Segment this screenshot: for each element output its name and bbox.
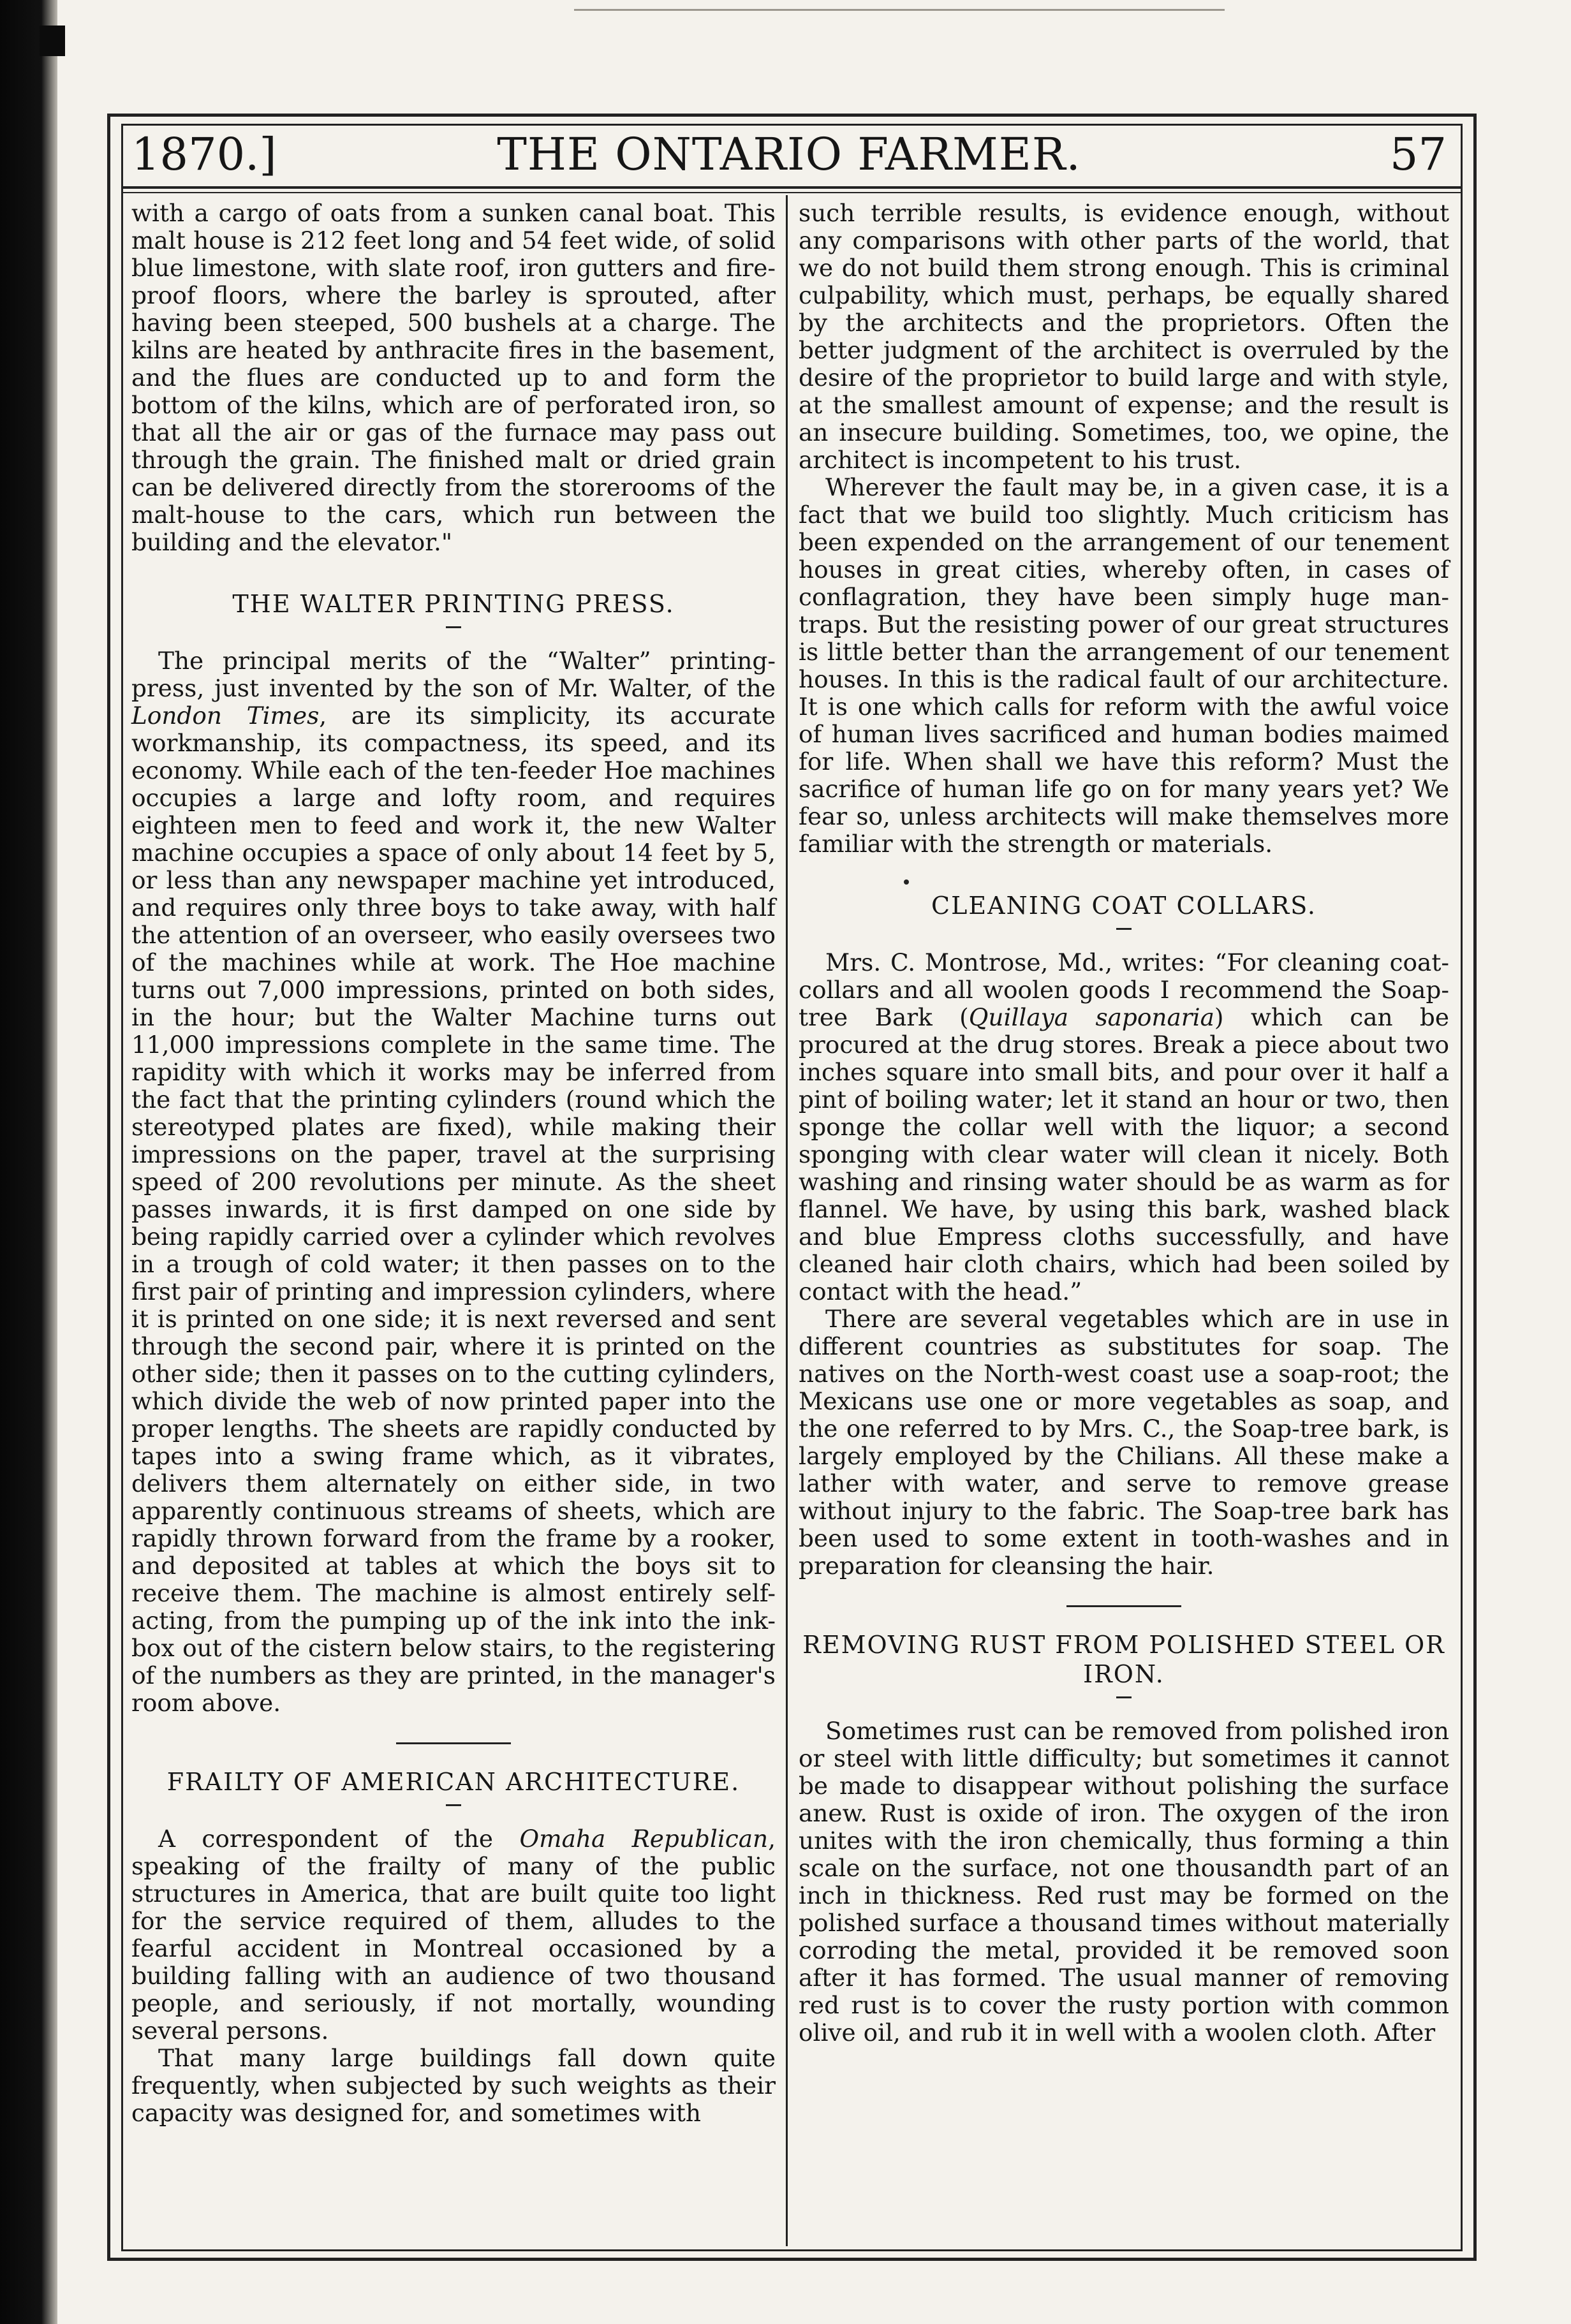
article-paragraph: Mrs. C. Montrose, Md., writes: “For cleaning coat-collars and all woolen goods I recommend the Soap-tree Bark (Quillaya saponaria) which can be procured at the drug stores. Break a piece about two inches square into small bits, and pour over it half a pint of boiling water; let it stand an hour or two, then sponge the collar well with the liquor; a second sponging with clear water will clean it nicely. Both washing and rinsing water should be as warm as for flannel. We have, by using this bark, washed black and blue Empress cloths successfully, and have cleaned hair cloth chairs, which had been soiled by contact with the head.” [799, 948, 1449, 1305]
heading-dash [446, 626, 461, 628]
article-paragraph: Wherever the fault may be, in a given case, it is a fact that we build too slightly. Much criticism has been expended on the arrangement of our tenement houses in great cities, whereby often, in cases of conflagration, they have been simply huge man-traps. But the resisting power of our great structures is little better than the arrangement of our tenement houses. In this is the radical fault of our architecture. It is one which calls for reform with the awful voice of human lives sacrificed and human bodies maimed for life. When shall we have this reform? Must the sacrifice of human life go on for many years yet? We fear so, unless architects will make themselves more familiar with the strength or materials. [799, 473, 1449, 858]
page-number: 57 [1389, 128, 1447, 180]
botanical-name: Quillaya saponaria [968, 1003, 1214, 1031]
article-walter-press [131, 589, 776, 1717]
malt-house-continuation: with a cargo of oats from a sunken canal boat. This malt house is 212 feet long and 54 feet wide, of solid blue limestone, with slate roof, iron gutters and fire-proof floors, where the barley is sprouted, after having been steeped, 500 bushels at a charge. The kilns are heated by anthracite fires in the basement, and the flues are conducted up to and form the bottom of the kilns, which are of perforated iron, so that all the air or gas of the furnace may pass out through the grain. The finished malt or dried grain can be delivered directly from the storerooms of the malt-house to the cars, which run between the building and the elevator." [131, 199, 776, 556]
article-heading: FRAILTY OF AMERICAN ARCHITECTURE. [166, 1768, 741, 1796]
article-paragraph: That many large buildings fall down quite frequently, when subjected by such weights as their capacity was designed for, and sometimes with [131, 2044, 776, 2127]
publication-title: THE ONTARIO FARMER. [497, 128, 1081, 180]
printer-mark [904, 879, 909, 885]
heading-dash [1116, 928, 1132, 930]
article-paragraph: There are several vegetables which are in use in different countries as substitutes for soap. The natives on the North-west coast use a soap-root; the Mexicans use one or more vegetables as soap, and the one referred to by Mrs. C., the Soap-tree bark, is largely employed by the Chilians. All these make a lather with water, and serve to remove grease without injury to the fabric. The Soap-tree bark has been used to some extent in tooth-washes and in preparation for cleansing the hair. [799, 1305, 1449, 1580]
left-column [131, 200, 776, 2127]
running-head [131, 126, 1447, 182]
issue-year: 1870.] [131, 128, 277, 180]
binding-notch [40, 26, 65, 56]
article-paragraph: A correspondent of the Omaha Republican, speaking of the frailty of many of the public structures in America, that are built quite too light for the service required of them, alludes to the fearful accident in Montreal occasioned by a building falling with an audience of two thousand people, and seriously, if not mortally, wounding several persons. [131, 1825, 776, 2045]
newspaper-name: Omaha Republican [519, 1825, 769, 1853]
article-paragraph: Sometimes rust can be removed from polished iron or steel with little difficulty; but sometimes it cannot be made to disappear without polishing the surface anew. Rust is oxide of iron. The oxygen of the iron unites with the iron chemically, thus forming a thin scale on the surface, not one thousandth part of an inch in thickness. Red rust may be formed on the polished surface a thousand times without materially corroding the metal, provided it be removed soon after it has formed. The usual manner of removing red rust is to cover the rusty portion with common olive oil, and rub it in well with a woolen cloth. After [799, 1717, 1449, 2047]
newspaper-name: London Times [131, 702, 320, 730]
article-paragraph: The principal merits of the “Walter” printing-press, just invented by the son of Mr. Walter, of the London Times, are its simplicity, its accurate workmanship, its compactness, its speed, and its economy. While each of the ten-feeder Hoe machines occupies a large and lofty room, and requires eighteen men to feed and work it, the new Walter machine occupies a space of only about 14 feet by 5, or less than any newspaper machine yet introduced, and requires only three boys to take away, with half the attention of an overseer, who easily oversees two of the machines while at work. The Hoe machine turns out 7,000 impressions, printed on both sides, in the hour; but the Walter Machine turns out 11,000 impressions complete in the same time. The rapidity with which it works may be inferred from the fact that the printing cylinders (round which the stereotyped plates are fixed), while making their impressions on the paper, travel at the surprising speed of 200 revolutions per minute. As the sheet passes inwards, it is first damped on one side by being rapidly carried over a cylinder which revolves in a trough of cold water; it then passes on to the first pair of printing and impression cylinders, where it is printed on one side; it is next reversed and sent through the second pair, where it is printed on the other side; then it passes on to the cutting cylinders, which divide the web of now printed paper into the proper lengths. The sheets are rapidly conducted by tapes into a swing frame which, as it vibrates, delivers them alternately on either side, in two apparently continuous streams of sheets, which are rapidly thrown forward from the frame by a rooker, and deposited at tables at which the boys sit to receive them. The machine is almost entirely self-acting, from the pumping up of the ink into the ink-box out of the cistern below stairs, to the registering of the numbers as they are printed, in the manager's room above. [131, 647, 776, 1717]
right-column [799, 200, 1449, 2047]
article-heading: THE WALTER PRINTING PRESS. [232, 590, 675, 618]
section-rule [1066, 1605, 1181, 1607]
article-frailty-architecture [131, 1767, 776, 2127]
article-heading: CLEANING COAT COLLARS. [931, 892, 1317, 920]
frailty-continuation: such terrible results, is evidence enough, without any comparisons with other parts of the world, that we do not build them strong enough. This is criminal culpability, which must, perhaps, be equally shared by the architects and the proprietors. Often the better judgment of the architect is overruled by the desire of the proprietor to build large and with style, at the smallest amount of expense; and the result is an insecure building. Sometimes, too, we opine, the architect is incompetent to his trust. [799, 199, 1449, 474]
section-rule [396, 1742, 511, 1744]
heading-dash [1116, 1696, 1132, 1698]
column-divider [786, 195, 788, 2246]
article-removing-rust [799, 1630, 1449, 2047]
header-rule [122, 186, 1461, 193]
heading-dash [446, 1804, 461, 1806]
article-heading: REMOVING RUST FROM POLISHED STEEL OR IRON. [802, 1631, 1445, 1688]
binding-spine-edge [0, 0, 57, 2324]
article-cleaning-collars [799, 891, 1449, 1580]
scan-artifact-line [574, 9, 1225, 11]
